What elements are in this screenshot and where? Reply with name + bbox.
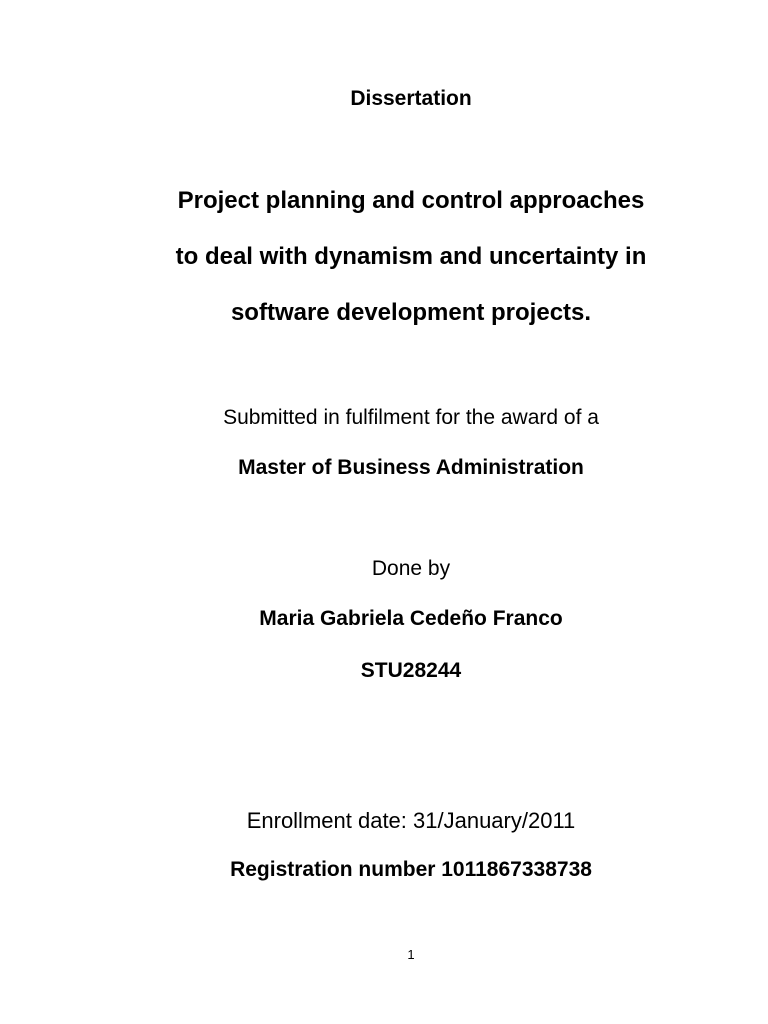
title-line-3: software development projects. <box>230 299 592 326</box>
document-type: Dissertation <box>350 87 472 110</box>
done-by-label: Done by <box>371 557 451 580</box>
author-name: Maria Gabriela Cedeño Franco <box>259 607 563 630</box>
degree-name: Master of Business Administration <box>238 456 584 479</box>
enrollment-date: Enrollment date: 31/January/2011 <box>246 808 576 833</box>
title-line-2: to deal with dynamism and uncertainty in <box>175 243 647 270</box>
submission-statement: Submitted in fulfilment for the award of a <box>223 406 599 429</box>
title-line-1: Project planning and control approaches <box>177 187 645 214</box>
registration-number: Registration number 1011867338738 <box>230 858 592 881</box>
page-number: 1 <box>407 947 415 962</box>
student-id: STU28244 <box>360 659 462 682</box>
